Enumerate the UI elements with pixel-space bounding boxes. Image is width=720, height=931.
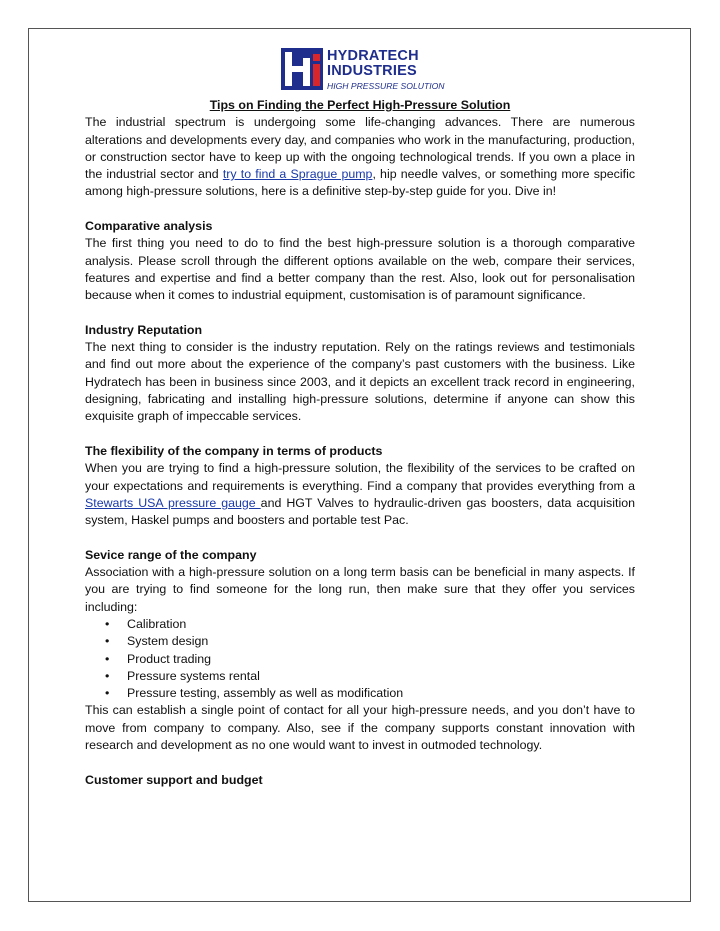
heading-flexibility: The flexibility of the company in terms of products: [85, 443, 383, 458]
list-item: • System design: [85, 633, 635, 650]
document-body: [85, 97, 635, 789]
heading-industry-reputation: Industry Reputation: [85, 322, 203, 337]
intro-text-after: , hip needle valves, or something more specific among high-pressure solutions, here is a definitive step-by-step guide for you. Dive in!: [85, 167, 636, 199]
list-item: • Pressure systems rental: [85, 668, 635, 685]
comparative-paragraph: The first thing you need to do to find the best high-pressure solution is a thorough comparative analysis. Please scroll through the different options available on the web, compare their services, features and expertise and find a better company than the rest. Also, look out for personalisation because when it comes to industrial equipment, customisation is of paramount significance.: [85, 236, 635, 303]
intro-text-before: The industrial spectrum is undergoing some life-changing advances. There are numerous alterations and developments every day, and companies who work in the manufacturing, production, or construction sector have to keep up with the ongoing technological trends. If you own a place in the industrial sector and: [85, 115, 635, 182]
spacer: [85, 529, 635, 546]
hydratech-logo-mark-icon: [281, 48, 323, 90]
logo-wordmark: [327, 49, 444, 92]
document-title: Tips on Finding the Perfect High-Pressure Solution: [209, 98, 511, 112]
logo-line-2: INDUSTRIES: [327, 63, 417, 79]
flexibility-text-after: and HGT Valves to hydraulic-driven gas boosters, data acquisition system, Haskel pumps and boosters and portable test Pac.: [85, 495, 635, 528]
sprague-pump-link[interactable]: try to find a Sprague pump: [222, 167, 373, 182]
spacer: [85, 305, 635, 322]
spacer: [85, 426, 635, 443]
flexibility-text-before: When you are trying to find a high-pressure solution, the flexibility of the services to be crafted on your expectations and requirements is everything. Find a company that provides everything from a: [85, 461, 635, 493]
services-list: [85, 616, 635, 702]
heading-customer-support: Customer support and budget: [85, 772, 263, 787]
list-item: • Product trading: [85, 651, 635, 668]
logo-tagline: HIGH PRESSURE SOLUTION: [327, 81, 445, 91]
spacer: [85, 201, 635, 218]
service-range-closing: This can establish a single point of contact for all your high-pressure needs, and you don’t have to move from company to company. Also, see if the company supports constant innovation with research and development as no one would want to invest in outmoded technology.: [85, 703, 635, 752]
hydratech-logo: [281, 48, 461, 94]
stewarts-gauge-link[interactable]: Stewarts USA pressure gauge: [85, 495, 261, 510]
reputation-paragraph: The next thing to consider is the industry reputation. Rely on the ratings reviews and testimonials and find out more about the experience of the company’s past customers with the business. Like Hydratech has been in business since 2003, and it depicts an excellent track record in engineering, designing, fabricating and installing high-pressure solutions, determine if anyone can show this exquisite graph of impeccable services.: [85, 340, 635, 424]
logo-line-1: HYDRATECH: [327, 48, 419, 64]
list-item: • Pressure testing, assembly as well as modification: [85, 685, 635, 702]
flexibility-paragraph: [85, 460, 635, 529]
service-range-paragraph: Association with a high-pressure solution on a long term basis can be beneficial in many aspects. If you are trying to find someone for the long run, then make sure that they offer you services including:: [85, 565, 635, 614]
heading-comparative-analysis: Comparative analysis: [85, 219, 213, 234]
heading-service-range: Sevice range of the company: [85, 547, 257, 562]
spacer: [85, 754, 635, 771]
intro-paragraph: [85, 114, 635, 200]
list-item: • Calibration: [85, 616, 635, 633]
